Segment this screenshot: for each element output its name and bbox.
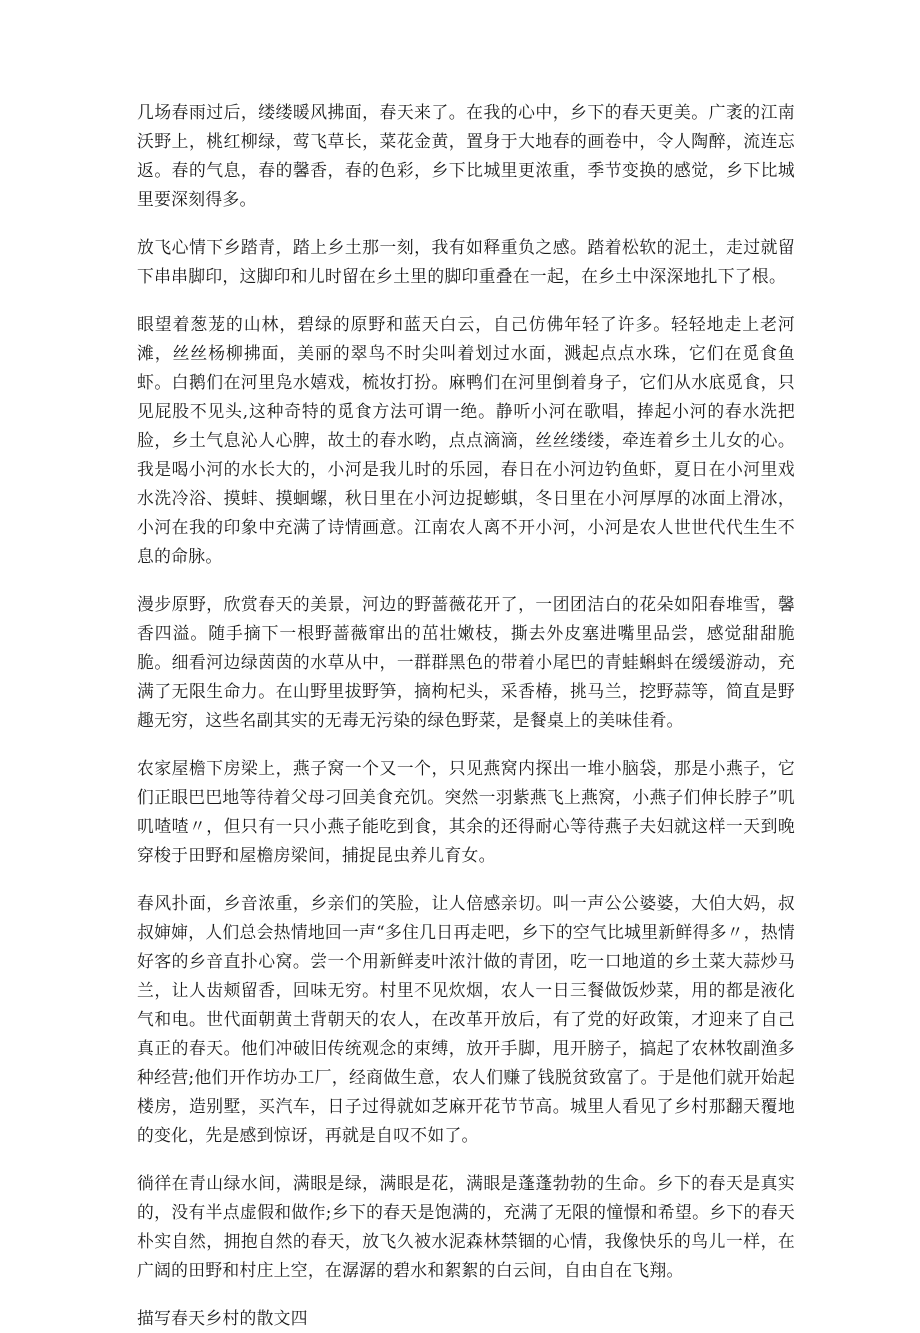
paragraph-6: 春风扑面，乡音浓重，乡亲们的笑脸，让人倍感亲切。叫一声公公婆婆，大伯大妈，叔叔婶婶，人们总会热情地回一声“多住几日再走吧，乡下的空气比城里新鲜得多〃，热情好客的乡音直扑心窝。尝一个用新鲜麦叶浓汁做的青团，吃一口地道的乡土菜大蒜炒马兰，让人齿颊留香，回味无穷。村里不见炊烟，农人一日三餐做饭炒菜，用的都是液化气和电。世代面朝黄土背朝天的农人，在改革开放后，有了党的好政策，才迎来了自己真正的春天。他们冲破旧传统观念的束缚，放开手脚，甩开膀子，搞起了农林牧副渔多种经营;他们开作坊办工厂，经商做生意，农人们赚了钱脱贫致富了。于是他们就开始起楼房，造别墅，买汽车，日子过得就如芝麻开花节节高。城里人看见了乡村那翻天覆地的变化，先是感到惊讶，再就是自叹不如了。 bbox=[137, 893, 795, 1145]
section-heading: 描写春天乡村的散文四 bbox=[137, 1308, 308, 1328]
document-page bbox=[137, 98, 795, 1333]
paragraph-3: 眼望着葱茏的山林，碧绿的原野和蓝天白云，自己仿佛年轻了许多。轻轻地走上老河滩，丝丝杨柳拂面，美丽的翠鸟不时尖叫着划过水面，溅起点点水珠，它们在觅食鱼虾。白鹅们在河里凫水嬉戏，梳妆打扮。麻鸭们在河里倒着身子，它们从水底觅食，只见屁股不见头,这种奇特的觅食方法可谓一绝。静听小河在歌唱，捧起小河的春水洗把脸，乡土气息沁人心脾，故土的春水哟，点点滴滴，丝丝缕缕，牵连着乡土儿女的心。我是喝小河的水长大的，小河是我儿时的乐园，春日在小河边钓鱼虾，夏日在小河里戏水洗冷浴、摸蚌、摸蛔螺，秋日里在小河边捉蟛蜞，冬日里在小河厚厚的冰面上滑冰，小河在我的印象中充满了诗情画意。江南农人离不开小河，小河是农人世世代代生生不息的命脉。 bbox=[137, 314, 795, 566]
paragraph-4: 漫步原野，欣赏春天的美景，河边的野蔷薇花开了，一团团洁白的花朵如阳春堆雪，馨香四溢。随手摘下一根野蔷薇窜出的茁壮嫩枝，撕去外皮塞进嘴里品尝，感觉甜甜脆脆。细看河边绿茵茵的水草从中，一群群黑色的带着小尾巴的青蛙蝌蚪在缓缓游动，充满了无限生命力。在山野里拔野笋，摘枸杞头，采香椿，挑马兰，挖野蒜等，简直是野趣无穷，这些名副其实的无毒无污染的绿色野菜，是餐桌上的美味佳肴。 bbox=[137, 594, 795, 730]
paragraph-2: 放飞心情下乡踏青，踏上乡土那一刻，我有如释重负之感。踏着松软的泥土，走过就留下串串脚印，这脚印和儿时留在乡土里的脚印重叠在一起，在乡土中深深地扎下了根。 bbox=[137, 237, 795, 286]
paragraph-1: 几场春雨过后，缕缕暖风拂面，春天来了。在我的心中，乡下的春天更美。广袤的江南沃野上，桃红柳绿，莺飞草长，菜花金黄，置身于大地春的画卷中，令人陶醉，流连忘返。春的气息，春的馨香，春的色彩，乡下比城里更浓重，季节变换的感觉，乡下比城里要深刻得多。 bbox=[137, 102, 795, 209]
paragraph-7: 徜徉在青山绿水间，满眼是绿，满眼是花，满眼是蓬蓬勃勃的生命。乡下的春天是真实的，没有半点虚假和做作;乡下的春天是饱满的，充满了无限的憧憬和希望。乡下的春天朴实自然，拥抱自然的春天，放飞久被水泥森林禁锢的心情，我像快乐的鸟儿一样，在广阔的田野和村庄上空，在潺潺的碧水和絮絮的白云间，自由自在飞翔。 bbox=[137, 1173, 795, 1280]
paragraph-5: 农家屋檐下房梁上，燕子窝一个又一个，只见燕窝内探出一堆小脑袋，那是小燕子，它们正眼巴巴地等待着父母刁回美食充饥。突然一羽紫燕飞上燕窝，小燕子们伸长脖子”叽叽喳喳〃，但只有一只小燕子能吃到食，其余的还得耐心等待燕子夫妇就这样一天到晚穿梭于田野和屋檐房梁间，捕捉昆虫养儿育女。 bbox=[137, 758, 795, 865]
